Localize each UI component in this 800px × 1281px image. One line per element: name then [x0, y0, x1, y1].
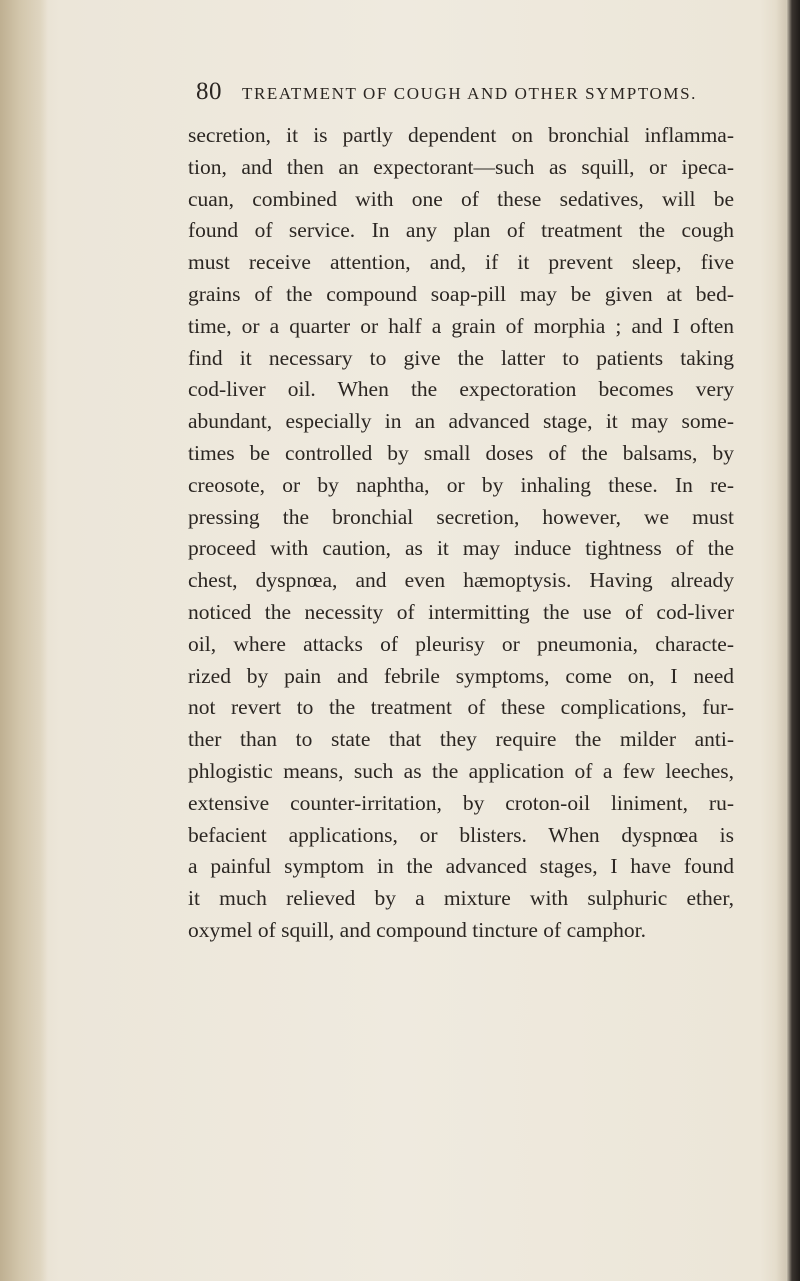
- text-line: creosote, or by naphtha, or by inhaling these. In re-: [188, 472, 734, 497]
- text-line: oil, where attacks of pleurisy or pneumonia, characte-: [188, 631, 734, 656]
- text-line: a painful symptom in the advanced stages, I have found: [188, 854, 734, 879]
- text-line: noticed the necessity of intermitting the use of cod-liver: [188, 599, 734, 624]
- text-line: time, or a quarter or half a grain of morphia ; and I often: [188, 313, 734, 338]
- text-line: it much relieved by a mixture with sulphuric ether,: [188, 886, 734, 911]
- text-line: find it necessary to give the latter to patients taking: [188, 345, 734, 370]
- text-line: cod-liver oil. When the expectoration becomes very: [188, 377, 734, 402]
- text-line: found of service. In any plan of treatment the cough: [188, 218, 734, 243]
- text-line: phlogistic means, such as the application of a few leeches,: [188, 758, 734, 783]
- text-line: must receive attention, and, if it prevent sleep, five: [188, 250, 734, 275]
- text-line: grains of the compound soap-pill may be given at bed-: [188, 281, 734, 306]
- text-line: pressing the bronchial secretion, however, we must: [188, 504, 734, 529]
- body-paragraph: [188, 120, 734, 947]
- page-edge-highlight: [776, 0, 786, 1281]
- text-line: secretion, it is partly dependent on bronchial inflamma-: [188, 123, 734, 147]
- text-line: abundant, especially in an advanced stage, it may some-: [188, 409, 734, 434]
- text-line: chest, dyspnœa, and even hæmoptysis. Having already: [188, 568, 734, 593]
- text-line: times be controlled by small doses of the balsams, by: [188, 440, 734, 465]
- page-gutter-shadow: [0, 0, 48, 1281]
- text-line: ther than to state that they require the milder anti-: [188, 727, 734, 752]
- running-head-title: TREATMENT OF COUGH AND OTHER SYMPTOMS.: [242, 84, 697, 103]
- text-line: tion, and then an expectorant—such as squill, or ipeca-: [188, 154, 734, 179]
- text-line: cuan, combined with one of these sedatives, will be: [188, 186, 734, 211]
- text-line: extensive counter-irritation, by croton-oil liniment, ru-: [188, 790, 734, 815]
- text-line: oxymel of squill, and compound tincture of camphor.: [188, 917, 646, 942]
- text-line: proceed with caution, as it may induce tightness of the: [188, 536, 734, 561]
- text-line: rized by pain and febrile symptoms, come on, I need: [188, 663, 734, 688]
- page-edge-shadow: [786, 0, 800, 1281]
- text-line: not revert to the treatment of these complications, fur-: [188, 695, 734, 720]
- page-number: 80: [196, 78, 222, 105]
- running-head: [196, 78, 716, 108]
- text-line: befacient applications, or blisters. When dyspnœa is: [188, 822, 734, 847]
